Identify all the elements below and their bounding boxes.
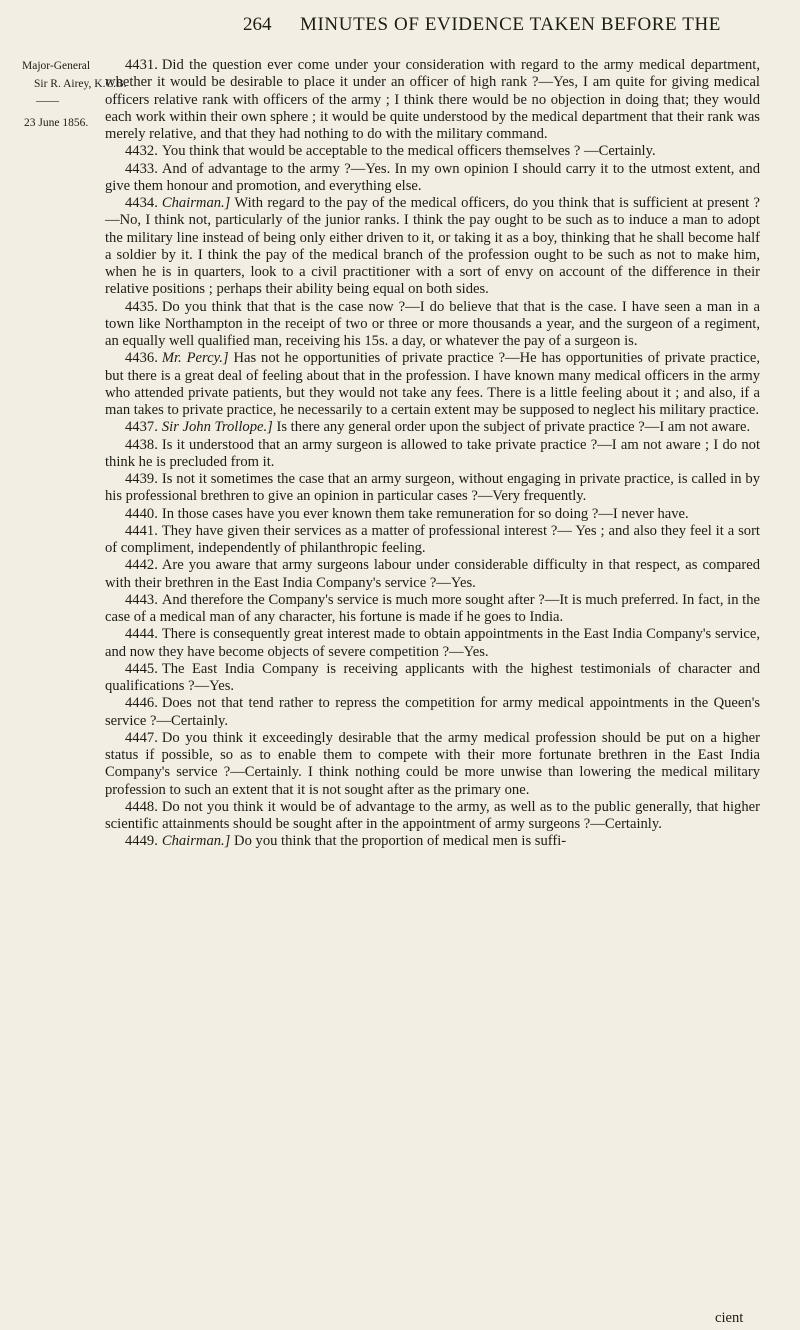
question-number: 4433.: [125, 160, 158, 177]
question-text: Do you think it exceedingly desirable that the army medical profession should be put on a higher status if possible, so as to enable them to compete with their more fortunate brethren in the East India Company's service ?—Certainly. I think nothing could be more unwise than lowering the medical military profession to such an extent that it is not sought after as the primary one.: [105, 729, 760, 798]
question-text: Do not you think it would be of advantage to the army, as well as to the public generally, that higher scientific attainments should be sought after in the appointment of army surgeons ?—Certainly.: [105, 798, 760, 832]
question-number: 4448.: [125, 798, 158, 815]
question-text: Are you aware that army surgeons labour under considerable difficulty in that respect, as compared with their brethren in the East India Company's service ?—Yes.: [105, 557, 760, 591]
witness-rank: Major-General: [22, 60, 91, 72]
question-paragraph: [105, 799, 760, 834]
question-number: 4438.: [125, 436, 158, 453]
question-number: 4440.: [125, 505, 158, 522]
question-number: 4432.: [125, 143, 158, 160]
question-text: Has not he opportunities of private practice ?—He has opportunities of private practice, but there is a great deal of feeling about that in the profession. I have known many medical officers in the army who attended private patients, but they would not take any fees. There is a little feeling about it ; and also, if a man takes to private practice, he necessarily to a certain extent may be supposed to neglect his military practice.: [105, 350, 760, 418]
questioner-name: Chairman.]: [161, 833, 231, 850]
question-text: And of advantage to the army ?—Yes. In my own opinion I should carry it to the utmost extent, and give them honour and promotion, and everything else.: [105, 160, 760, 194]
page-header: [0, 14, 800, 44]
question-paragraph: [105, 143, 760, 160]
page-number: 264: [243, 14, 272, 35]
question-paragraph: [105, 195, 760, 299]
question-number: 4449.: [125, 833, 158, 850]
question-paragraph: [105, 626, 760, 661]
questioner-name: Chairman.]: [161, 195, 231, 211]
question-text: Did the question ever come under your consideration with regard to the army medical department, whether it would be desirable to place it under an officer of high rank ?—Yes, I am quite for giving medical officers relative rank with officers of the army ; I think there would be no objection in doing that; they would each work within their own sphere ; it would be quite understood by the medical department that their rank was merely relative, and that they had nothing to do with the military command.: [105, 57, 760, 142]
question-paragraph: [105, 350, 760, 419]
question-text: There is consequently great interest made to obtain appointments in the East India Company's service, and now they have become objects of severe competition ?—Yes.: [105, 626, 760, 660]
question-paragraph: [105, 661, 760, 696]
questioner-name: Sir John Trollope.]: [161, 419, 273, 436]
witness-name: Sir R. Airey, K.C.B.: [34, 77, 127, 90]
question-text: Is there any general order upon the subject of private practice ?—I am not aware.: [276, 419, 751, 436]
evidence-body: [105, 57, 760, 851]
question-number: 4446.: [125, 695, 158, 712]
question-text: In those cases have you ever known them take remuneration for so doing ?—I never have.: [161, 505, 689, 522]
question-text: They have given their services as a matter of professional interest ?— Yes ; and also they feel it a sort of compliment, independently of philanthropic feeling.: [105, 522, 760, 556]
question-paragraph: [105, 523, 760, 558]
question-paragraph: [105, 695, 760, 730]
question-number: 4437.: [125, 419, 158, 436]
question-text: You think that would be acceptable to the medical officers themselves ? —Certainly.: [161, 143, 656, 160]
question-number: 4447.: [125, 729, 158, 746]
question-number: 4441.: [125, 522, 158, 539]
question-text: Is it understood that an army surgeon is allowed to take private practice ?—I am not aware ; I do not think he is precluded from it.: [105, 436, 760, 470]
question-number: 4445.: [125, 660, 158, 677]
evidence-date: 23 June 1856.: [24, 116, 89, 129]
question-text: Is not it sometimes the case that an army surgeon, without engaging in private practice, is called in by his professional brethren to give an opinion in particular cases ?—Very frequently.: [105, 471, 760, 505]
question-number: 4443.: [125, 591, 158, 608]
question-paragraph: [105, 471, 760, 506]
question-paragraph: [105, 437, 760, 472]
question-text: And therefore the Company's service is much more sought after ?—It is much preferred. In fact, in the case of a medical man of any character, his fortune is made if he goes to India.: [105, 591, 760, 625]
question-text: The East India Company is receiving applicants with the highest testimonials of character and qualifications ?—Yes.: [105, 660, 760, 694]
question-number: 4435.: [125, 298, 158, 315]
questioner-name: Mr. Percy.]: [161, 350, 229, 367]
question-number: 4439.: [125, 471, 158, 487]
question-paragraph: [105, 592, 760, 627]
margin-dash: ——: [36, 95, 59, 107]
question-number: 4444.: [125, 626, 158, 643]
question-number: 4436.: [125, 350, 158, 367]
question-paragraph: [105, 299, 760, 351]
question-paragraph: [105, 506, 760, 523]
question-text: With regard to the pay of the medical officers, do you think that is sufficient at present ?—No, I think not, particularly of the junior ranks. I think the pay ought to be such as to induce a man to adopt the military line instead of being only either driven to it, or taking it as a boy, thinking that he shall become half a soldier by it. I think the pay of the medical branch of the profession ought to be such as not to make him, when he is in quarters, look to a civil practitioner with a sort of envy on account of the difference in their relative positions ; perhaps their ability being equal on both sides.: [105, 195, 760, 298]
question-number: 4442.: [125, 557, 158, 574]
margin-note: [22, 58, 127, 132]
question-paragraph: [105, 557, 760, 592]
question-paragraph: [105, 57, 760, 143]
catchword: cient: [715, 1310, 744, 1326]
question-number: 4431.: [125, 57, 158, 73]
question-number: 4434.: [125, 195, 158, 211]
question-paragraph: [105, 419, 760, 436]
question-paragraph: [105, 730, 760, 799]
question-text: Do you think that that is the case now ?—I do believe that that is the case. I have seen a man in a town like Northampton in the receipt of two or three or more thousands a year, and the surgeon of a regiment, an equally well qualified man, receiving his 15s. a day, or whatever the pay of a surgeon is.: [105, 298, 760, 349]
question-paragraph: [105, 833, 760, 850]
question-paragraph: [105, 161, 760, 196]
question-text: Does not that tend rather to repress the competition for army medical appointments in the Queen's service ?—Certainly.: [105, 695, 760, 729]
question-text: Do you think that the proportion of medical men is suffi-: [234, 833, 567, 850]
running-title: MINUTES OF EVIDENCE TAKEN BEFORE THE: [300, 14, 722, 35]
